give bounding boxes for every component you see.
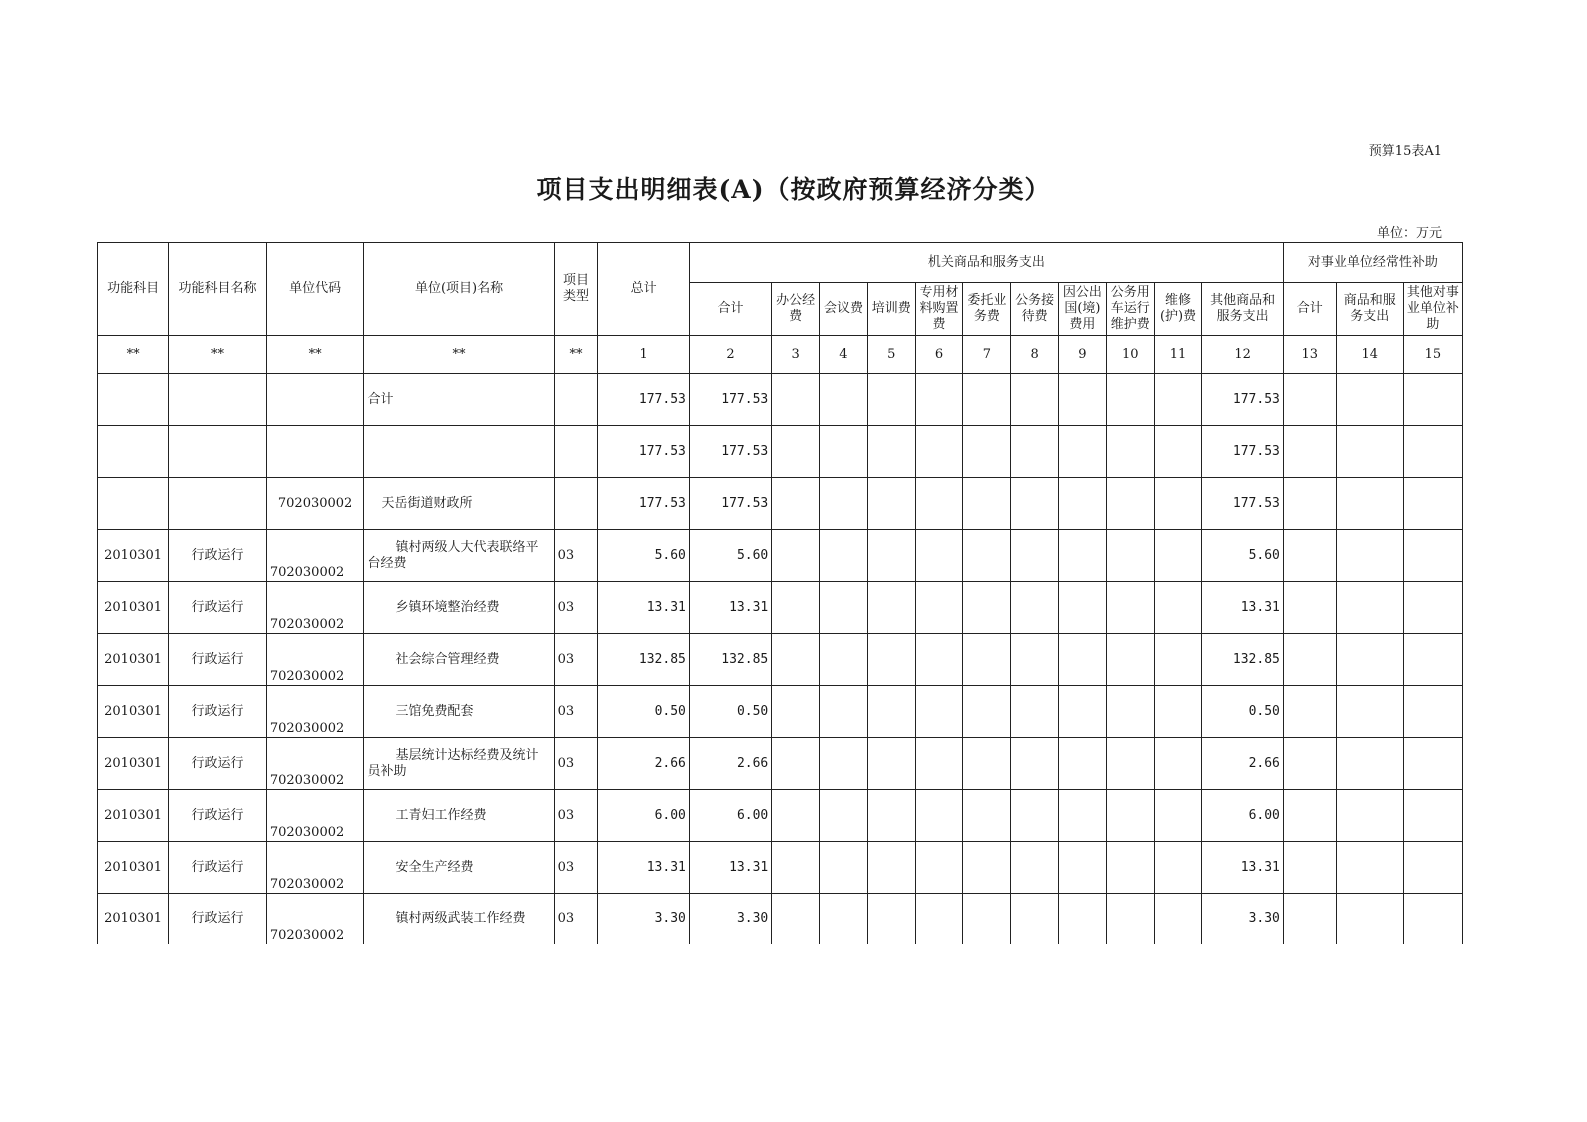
- cell-func-code: 2010301: [98, 842, 169, 894]
- table-row: [98, 842, 1463, 894]
- table-row: [98, 790, 1463, 842]
- cell-empty: [1154, 842, 1202, 894]
- index-row: [98, 336, 1463, 374]
- cell-unit-code: 702030002: [266, 686, 364, 738]
- header-sub-goods-8: 公务用车运行维护费: [1106, 283, 1154, 336]
- cell-empty: [820, 790, 868, 842]
- cell-empty: [772, 530, 820, 582]
- cell-unit-name: 镇村两级人大代表联络平台经费: [364, 530, 554, 582]
- cell-empty: [963, 582, 1011, 634]
- cell-other-goods: 177.53: [1202, 426, 1283, 478]
- cell-project-type: 03: [554, 530, 598, 582]
- cell-empty: [1403, 894, 1462, 945]
- cell-empty: [1059, 582, 1107, 634]
- cell-empty: [820, 426, 868, 478]
- cell-unit-code: 702030002: [266, 478, 364, 530]
- cell-other-goods: 177.53: [1202, 374, 1283, 426]
- cell-empty: [867, 374, 915, 426]
- cell-total: 13.31: [598, 582, 690, 634]
- cell-unit-code: 702030002: [266, 894, 364, 945]
- cell-empty: [1336, 790, 1403, 842]
- cell-unit-code: 702030002: [266, 582, 364, 634]
- table-row: [98, 582, 1463, 634]
- cell-empty: [1059, 530, 1107, 582]
- cell-goods-sum: 0.50: [689, 686, 771, 738]
- cell-goods-sum: 177.53: [689, 374, 771, 426]
- cell-empty: [1336, 582, 1403, 634]
- cell-empty: [1106, 530, 1154, 582]
- cell-empty: [867, 582, 915, 634]
- cell-func-name: 行政运行: [169, 894, 267, 945]
- cell-other-goods: 2.66: [1202, 738, 1283, 790]
- cell-empty: [1283, 738, 1336, 790]
- cell-empty: [1059, 686, 1107, 738]
- cell-empty: [1011, 686, 1059, 738]
- cell-empty: [1283, 790, 1336, 842]
- cell-empty: [1336, 738, 1403, 790]
- cell-empty: [1283, 478, 1336, 530]
- cell-empty: [1106, 426, 1154, 478]
- header-sub-goods-5: 委托业务费: [963, 283, 1011, 336]
- cell-empty: [1336, 686, 1403, 738]
- index-cell-5: 1: [598, 336, 690, 374]
- header-sub-subsidy-1: 商品和服务支出: [1336, 283, 1403, 336]
- header-group-goods-services: 机关商品和服务支出: [689, 243, 1283, 283]
- header-sub-goods-0: 合计: [689, 283, 771, 336]
- cell-func-name: [169, 478, 267, 530]
- cell-empty: [1283, 374, 1336, 426]
- cell-func-name: 行政运行: [169, 842, 267, 894]
- cell-other-goods: 6.00: [1202, 790, 1283, 842]
- header-func-name: 功能科目名称: [169, 243, 267, 336]
- cell-func-code: [98, 478, 169, 530]
- header-func-code: 功能科目: [98, 243, 169, 336]
- cell-empty: [963, 374, 1011, 426]
- cell-unit-code: 702030002: [266, 790, 364, 842]
- cell-empty: [1403, 738, 1462, 790]
- cell-func-code: 2010301: [98, 790, 169, 842]
- cell-func-name: 行政运行: [169, 634, 267, 686]
- cell-empty: [1336, 478, 1403, 530]
- cell-empty: [1336, 374, 1403, 426]
- table-row: [98, 374, 1463, 426]
- cell-empty: [1336, 894, 1403, 945]
- cell-project-type: 03: [554, 634, 598, 686]
- cell-empty: [1283, 634, 1336, 686]
- cell-empty: [820, 634, 868, 686]
- cell-unit-code: [266, 374, 364, 426]
- expenditure-table: [97, 242, 1463, 944]
- cell-unit-name: 镇村两级武装工作经费: [364, 894, 554, 945]
- cell-empty: [963, 842, 1011, 894]
- cell-empty: [1336, 842, 1403, 894]
- cell-func-code: 2010301: [98, 686, 169, 738]
- cell-unit-code: [266, 426, 364, 478]
- cell-empty: [1154, 478, 1202, 530]
- cell-unit-name: 合计: [364, 374, 554, 426]
- cell-empty: [1283, 582, 1336, 634]
- cell-empty: [867, 738, 915, 790]
- cell-empty: [772, 478, 820, 530]
- cell-empty: [963, 790, 1011, 842]
- cell-func-code: 2010301: [98, 530, 169, 582]
- cell-empty: [1403, 530, 1462, 582]
- cell-empty: [915, 686, 963, 738]
- cell-project-type: 03: [554, 790, 598, 842]
- index-cell-7: 3: [772, 336, 820, 374]
- cell-empty: [915, 582, 963, 634]
- cell-unit-name: 天岳街道财政所: [364, 478, 554, 530]
- cell-empty: [1403, 686, 1462, 738]
- cell-func-name: 行政运行: [169, 582, 267, 634]
- index-cell-12: 8: [1011, 336, 1059, 374]
- cell-empty: [1154, 790, 1202, 842]
- cell-empty: [915, 842, 963, 894]
- index-cell-17: 13: [1283, 336, 1336, 374]
- cell-empty: [772, 842, 820, 894]
- cell-empty: [867, 478, 915, 530]
- cell-empty: [1283, 842, 1336, 894]
- cell-func-name: 行政运行: [169, 738, 267, 790]
- cell-total: 3.30: [598, 894, 690, 945]
- cell-empty: [915, 426, 963, 478]
- cell-empty: [820, 894, 868, 945]
- header-sub-goods-1: 办公经费: [772, 283, 820, 336]
- header-sub-goods-9: 维修(护)费: [1154, 283, 1202, 336]
- cell-empty: [1336, 634, 1403, 686]
- cell-empty: [1106, 374, 1154, 426]
- cell-empty: [915, 634, 963, 686]
- cell-empty: [772, 790, 820, 842]
- cell-other-goods: 0.50: [1202, 686, 1283, 738]
- cell-unit-name: 安全生产经费: [364, 842, 554, 894]
- cell-empty: [1403, 478, 1462, 530]
- cell-empty: [1011, 530, 1059, 582]
- index-cell-4: **: [554, 336, 598, 374]
- cell-empty: [1154, 530, 1202, 582]
- cell-empty: [772, 426, 820, 478]
- index-cell-9: 5: [867, 336, 915, 374]
- header-sub-subsidy-2: 其他对事业单位补助: [1403, 283, 1462, 336]
- cell-unit-code: 702030002: [266, 634, 364, 686]
- cell-func-name: 行政运行: [169, 790, 267, 842]
- cell-project-type: 03: [554, 842, 598, 894]
- cell-empty: [1283, 426, 1336, 478]
- form-code: 预算15表A1: [1368, 144, 1442, 159]
- cell-empty: [1403, 842, 1462, 894]
- header-sub-goods-6: 公务接待费: [1011, 283, 1059, 336]
- cell-total: 13.31: [598, 842, 690, 894]
- cell-empty: [1336, 530, 1403, 582]
- cell-project-type: [554, 374, 598, 426]
- header-sub-goods-2: 会议费: [820, 283, 868, 336]
- cell-empty: [1106, 842, 1154, 894]
- cell-empty: [1106, 790, 1154, 842]
- cell-total: 177.53: [598, 478, 690, 530]
- index-cell-13: 9: [1059, 336, 1107, 374]
- cell-empty: [915, 530, 963, 582]
- cell-empty: [963, 686, 1011, 738]
- cell-empty: [1059, 842, 1107, 894]
- cell-project-type: [554, 426, 598, 478]
- cell-func-code: 2010301: [98, 582, 169, 634]
- cell-empty: [820, 738, 868, 790]
- cell-empty: [1106, 582, 1154, 634]
- cell-empty: [1011, 478, 1059, 530]
- cell-empty: [820, 842, 868, 894]
- index-cell-2: **: [266, 336, 364, 374]
- cell-empty: [963, 634, 1011, 686]
- cell-total: 132.85: [598, 634, 690, 686]
- cell-empty: [915, 894, 963, 945]
- cell-empty: [867, 894, 915, 945]
- cell-empty: [1403, 582, 1462, 634]
- cell-total: 6.00: [598, 790, 690, 842]
- cell-empty: [1106, 738, 1154, 790]
- header-sub-subsidy-0: 合计: [1283, 283, 1336, 336]
- cell-empty: [772, 738, 820, 790]
- cell-empty: [915, 790, 963, 842]
- cell-empty: [1403, 374, 1462, 426]
- unit-label: 单位：万元: [1376, 226, 1442, 241]
- cell-unit-name: 社会综合管理经费: [364, 634, 554, 686]
- cell-empty: [820, 530, 868, 582]
- header-row-top: [98, 243, 1463, 283]
- index-cell-10: 6: [915, 336, 963, 374]
- cell-func-code: [98, 426, 169, 478]
- cell-empty: [772, 582, 820, 634]
- cell-unit-code: 702030002: [266, 530, 364, 582]
- cell-empty: [1011, 374, 1059, 426]
- cell-empty: [772, 634, 820, 686]
- cell-project-type: 03: [554, 686, 598, 738]
- cell-empty: [1403, 790, 1462, 842]
- cell-unit-name: 三馆免费配套: [364, 686, 554, 738]
- cell-goods-sum: 177.53: [689, 426, 771, 478]
- cell-project-type: [554, 478, 598, 530]
- page-title: 项目支出明细表(A)（按政府预算经济分类）: [536, 175, 1051, 204]
- cell-empty: [1336, 426, 1403, 478]
- cell-unit-name: 基层统计达标经费及统计员补助: [364, 738, 554, 790]
- cell-goods-sum: 3.30: [689, 894, 771, 945]
- header-group-subsidy: 对事业单位经常性补助: [1283, 243, 1462, 283]
- cell-empty: [772, 894, 820, 945]
- table-row: [98, 686, 1463, 738]
- cell-func-name: [169, 374, 267, 426]
- cell-empty: [1283, 686, 1336, 738]
- table-row: [98, 426, 1463, 478]
- cell-other-goods: 3.30: [1202, 894, 1283, 945]
- index-cell-16: 12: [1202, 336, 1283, 374]
- cell-empty: [1011, 790, 1059, 842]
- cell-unit-code: 702030002: [266, 842, 364, 894]
- cell-empty: [1106, 894, 1154, 945]
- cell-func-code: 2010301: [98, 738, 169, 790]
- cell-empty: [820, 374, 868, 426]
- cell-empty: [963, 478, 1011, 530]
- cell-empty: [772, 374, 820, 426]
- cell-goods-sum: 177.53: [689, 478, 771, 530]
- cell-empty: [1059, 478, 1107, 530]
- table-row: [98, 530, 1463, 582]
- cell-empty: [1059, 634, 1107, 686]
- cell-goods-sum: 13.31: [689, 842, 771, 894]
- index-cell-1: **: [169, 336, 267, 374]
- cell-empty: [1154, 686, 1202, 738]
- index-cell-15: 11: [1154, 336, 1202, 374]
- cell-empty: [963, 530, 1011, 582]
- cell-empty: [1011, 582, 1059, 634]
- index-cell-8: 4: [820, 336, 868, 374]
- cell-empty: [1011, 634, 1059, 686]
- cell-empty: [1154, 426, 1202, 478]
- index-cell-6: 2: [689, 336, 771, 374]
- cell-empty: [963, 426, 1011, 478]
- header-sub-goods-3: 培训费: [867, 283, 915, 336]
- cell-empty: [1403, 634, 1462, 686]
- header-sub-goods-4: 专用材料购置费: [915, 283, 963, 336]
- cell-empty: [1283, 530, 1336, 582]
- table-row: [98, 478, 1463, 530]
- cell-goods-sum: 132.85: [689, 634, 771, 686]
- cell-empty: [867, 634, 915, 686]
- cell-project-type: 03: [554, 582, 598, 634]
- cell-total: 2.66: [598, 738, 690, 790]
- cell-empty: [1154, 738, 1202, 790]
- cell-func-code: [98, 374, 169, 426]
- cell-total: 5.60: [598, 530, 690, 582]
- cell-unit-name: 乡镇环境整治经费: [364, 582, 554, 634]
- index-cell-0: **: [98, 336, 169, 374]
- cell-empty: [1106, 686, 1154, 738]
- cell-empty: [1106, 478, 1154, 530]
- table-row: [98, 894, 1463, 945]
- cell-other-goods: 13.31: [1202, 842, 1283, 894]
- cell-empty: [1283, 894, 1336, 945]
- cell-empty: [1059, 426, 1107, 478]
- table-row: [98, 738, 1463, 790]
- cell-empty: [867, 530, 915, 582]
- header-total: 总计: [598, 243, 690, 336]
- cell-empty: [915, 478, 963, 530]
- cell-total: 177.53: [598, 374, 690, 426]
- index-cell-14: 10: [1106, 336, 1154, 374]
- cell-unit-code: 702030002: [266, 738, 364, 790]
- cell-empty: [1154, 374, 1202, 426]
- cell-func-name: [169, 426, 267, 478]
- cell-goods-sum: 13.31: [689, 582, 771, 634]
- cell-goods-sum: 5.60: [689, 530, 771, 582]
- cell-unit-name: [364, 426, 554, 478]
- cell-empty: [1154, 582, 1202, 634]
- cell-func-code: 2010301: [98, 634, 169, 686]
- cell-other-goods: 5.60: [1202, 530, 1283, 582]
- cell-empty: [1059, 374, 1107, 426]
- cell-empty: [820, 478, 868, 530]
- cell-empty: [915, 374, 963, 426]
- header-project-type: 项目类型: [554, 243, 598, 336]
- cell-empty: [1106, 634, 1154, 686]
- index-cell-3: **: [364, 336, 554, 374]
- cell-empty: [1011, 894, 1059, 945]
- header-unit-name: 单位(项目)名称: [364, 243, 554, 336]
- cell-func-code: 2010301: [98, 894, 169, 945]
- header-unit-code: 单位代码: [266, 243, 364, 336]
- cell-other-goods: 177.53: [1202, 478, 1283, 530]
- cell-goods-sum: 2.66: [689, 738, 771, 790]
- cell-empty: [963, 738, 1011, 790]
- cell-empty: [1059, 738, 1107, 790]
- cell-empty: [1403, 426, 1462, 478]
- cell-empty: [820, 582, 868, 634]
- cell-empty: [915, 738, 963, 790]
- header-sub-goods-10: 其他商品和服务支出: [1202, 283, 1283, 336]
- cell-total: 0.50: [598, 686, 690, 738]
- cell-empty: [820, 686, 868, 738]
- cell-goods-sum: 6.00: [689, 790, 771, 842]
- index-cell-19: 15: [1403, 336, 1462, 374]
- cell-empty: [867, 842, 915, 894]
- cell-total: 177.53: [598, 426, 690, 478]
- cell-empty: [963, 894, 1011, 945]
- cell-empty: [867, 686, 915, 738]
- cell-project-type: 03: [554, 738, 598, 790]
- cell-empty: [867, 790, 915, 842]
- cell-other-goods: 132.85: [1202, 634, 1283, 686]
- cell-project-type: 03: [554, 894, 598, 945]
- cell-empty: [772, 686, 820, 738]
- cell-empty: [1059, 894, 1107, 945]
- cell-empty: [1011, 738, 1059, 790]
- cell-empty: [1059, 790, 1107, 842]
- cell-empty: [1011, 842, 1059, 894]
- cell-unit-name: 工青妇工作经费: [364, 790, 554, 842]
- header-sub-goods-7: 因公出国(境)费用: [1059, 283, 1107, 336]
- table-row: [98, 634, 1463, 686]
- index-cell-18: 14: [1336, 336, 1403, 374]
- cell-func-name: 行政运行: [169, 686, 267, 738]
- cell-func-name: 行政运行: [169, 530, 267, 582]
- cell-empty: [867, 426, 915, 478]
- cell-empty: [1154, 634, 1202, 686]
- cell-other-goods: 13.31: [1202, 582, 1283, 634]
- cell-empty: [1011, 426, 1059, 478]
- cell-empty: [1154, 894, 1202, 945]
- index-cell-11: 7: [963, 336, 1011, 374]
